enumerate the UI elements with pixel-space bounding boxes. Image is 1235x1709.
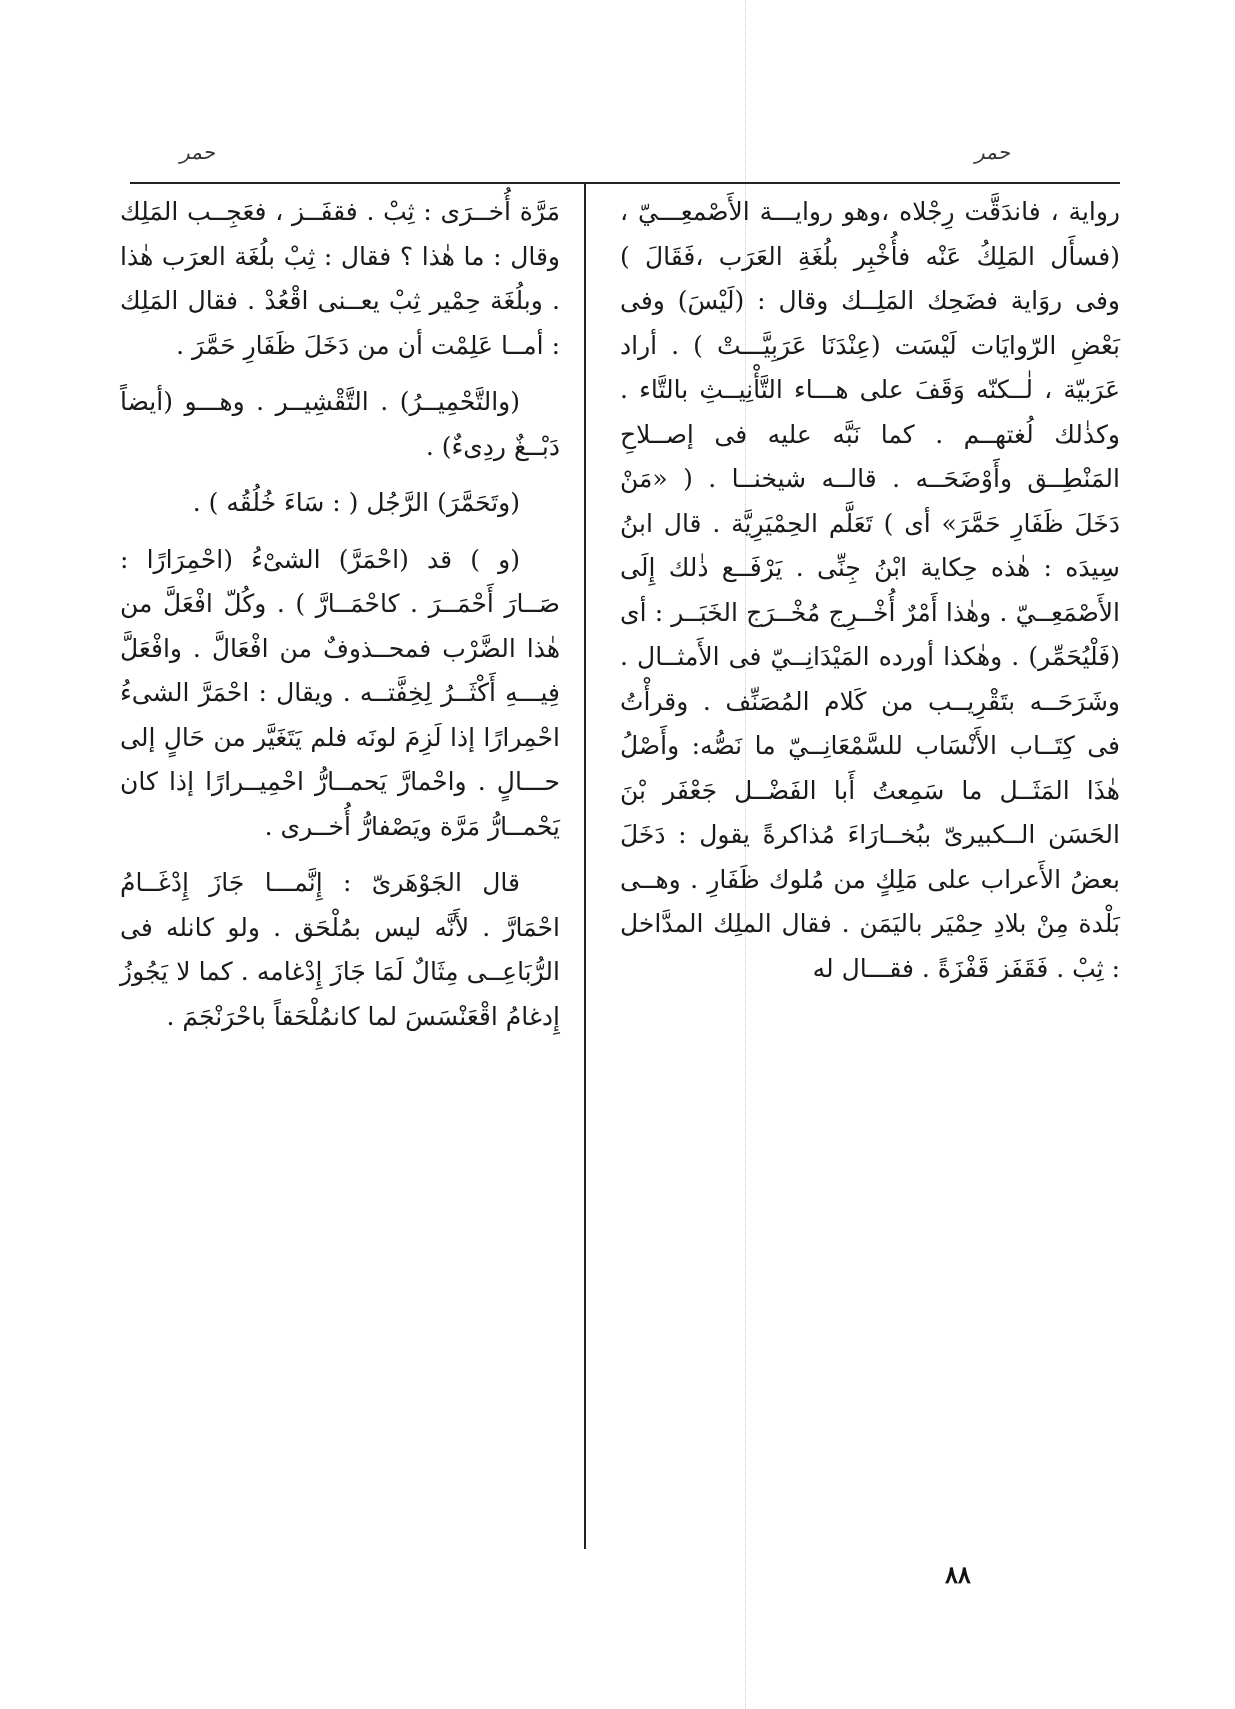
left-paragraph-2: (والتَّحْمِيــرُ) . التَّقْشِيــر . وهـــو (أيضاً دَبْــغٌ ردِىءٌ) . [120, 387, 560, 461]
right-column [620, 190, 1120, 991]
left-paragraph-3: (وتَحَمَّرَ) الرَّجُل ( : سَاءَ خُلُقُه ) . [192, 488, 520, 517]
left-paragraph-1: مَرَّة أُخــرَى : ثِبْ . فقفَــز ، فعَجِــب المَلِك وقال : ما هٰذا ؟ فقال : ثِبْ بلُغَة العرَب هٰذا . وبلُغَة حِمْير ثِبْ يعــنى اقْعُدْ . فقال المَلِك : أمــا عَلِمْت أن من دَخَلَ ظَفَارِ حَمَّرَ . [120, 197, 560, 360]
right-paragraph: رواية ، فاندَقَّت رِجْلاه ،وهو روايـــة الأَصْمعِـــيّ ، (فسأَل المَلِكُ عَنْه فأُخْبِر بلُغَةِ العَرَب ،فَقَالَ ) وفى روَاية فضَحِك المَلِــك وقال : (لَيْسَ) وفى بَعْضِ الرّوايَات لَيْسَت (عِنْدَنَا عَرَبِيَّـــتْ ) . أراد عَرَبيّة ، لٰــكنّه وَقَفَ على هـــاء التَّأْنِيــثِ بالتَّاء . وكذٰلك لُغتهــم . كما نَبَّه عليه فى إصــلاحِ المَنْطِــق وأَوْضَحَــه . قالــه شيخنــا . ( «مَنْ دَخَلَ ظَفَارِ حَمَّرَ» أى ) تَعَلَّم الحِمْيَرِيَّة . قال ابنُ سِيدَه : هٰذه حِكاية ابْنُ جِنِّى . يَرْفَــع ذٰلك إِلَى الأَصْمَعِــيّ . وهٰذا أَمْرٌ أُخْــرِج مُخْــرَج الخَبَــر : أى (فَلْيُحَمِّر) . وهٰكذا أورده المَيْدَانِــيّ فى الأَمثــال . وشَرَحَــه بتَقْرِيــب من كَلام المُصَنِّف . وقرأْتُ فى كِتَــاب الأَنْسَاب للسَّمْعَانِــيّ ما نَصُّه: وأَصْلُ هٰذَا المَثَــل ما سَمِعتُ أَبا الفَضْــل جَعْفَر بْنَ الحَسَن الــكبيرىّ ببُخــارَاءَ مُذاكرةً يقول : دَخَلَ بعضُ الأَعراب على مَلِكٍ من مُلوك ظَفَارِ . وهــى بَلْدة مِنْ بلادِ حِمْيَر باليَمَن . فقال الملِك المدَّاخل : ثِبْ . فَقَفَز قَفْزَةً . فقـــال له [620, 197, 1120, 983]
header-rule [130, 182, 1120, 184]
column-divider [584, 184, 586, 1549]
page-number: ٨٨ [945, 1560, 971, 1589]
left-paragraph-5: قال الجَوْهَرىّ : إِنَّمـــا جَازَ إِدْغَــامُ احْمَارَّ . لأَنَّه ليس بمُلْحَق . ولو كانله فى الرُّبَاعِــى مِثَالٌ لَمَا جَازَ إِدْغامه . كما لا يَجُوزُ إِدغامُ اقْعَنْسَسَ لما كانمُلْحَقاً باحْرَنْجَمَ . [120, 868, 560, 1031]
left-column [120, 190, 560, 1039]
running-head-left: حمر [180, 140, 215, 164]
left-paragraph-4: (و ) قد (احْمَرَّ) الشىْءُ (احْمِرَارًا : صَــارَ أَحْمَــرَ . كاحْمَــارَّ ) . وكُلّ افْعَلَّ من هٰذا الضَّرْب فمحــذوفٌ من افْعَالَّ . وافْعَلَّ فِيـــهِ أَكْثَــرُ لِخِفَّتــه . ويقال : احْمَرَّ الشىءُ احْمِرارًا إذا لَزِمَ لونَه فلم يَتَغَيَّر من حَالٍ إلى حـــالٍ . واحْمارَّ يَحمــارُّ احْمِيــرارًا إذا كان يَحْمــارُّ مَرَّة ويَصْفارُّ أُخــرى . [120, 544, 560, 841]
running-head-right: حمر [975, 140, 1010, 164]
